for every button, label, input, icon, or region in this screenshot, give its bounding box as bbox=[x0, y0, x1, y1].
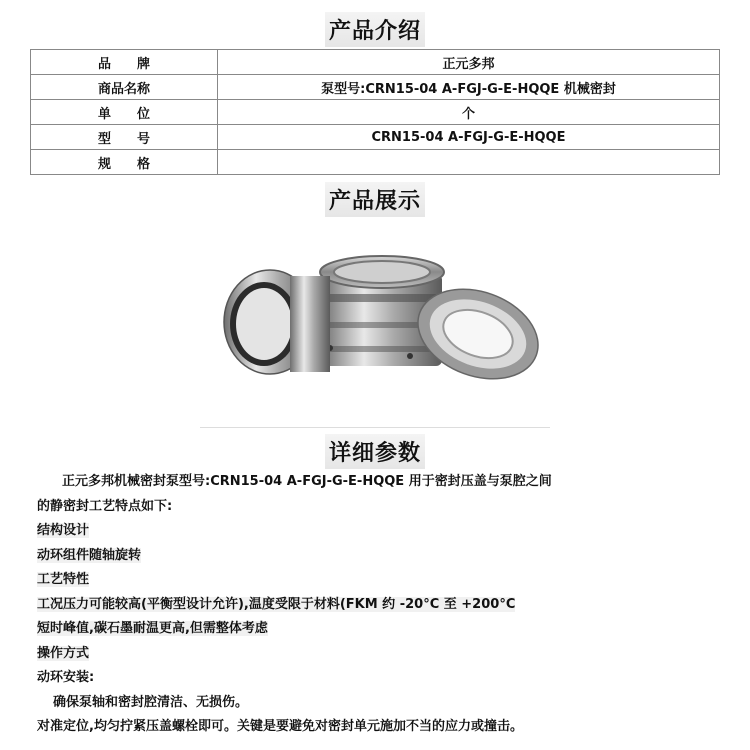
ring-install-text: 动环安装: bbox=[37, 670, 95, 685]
mechanical-seal-image bbox=[210, 242, 542, 382]
detail-intro-line-1: 正元多邦机械密封泵型号:CRN15-04 A-FGJ-G-E-HQQE 用于密封压盖与泵腔之间 bbox=[62, 474, 552, 489]
table-row bbox=[31, 125, 720, 150]
product-info-table bbox=[30, 49, 720, 175]
intro-title bbox=[0, 12, 750, 47]
unit-value: 个 bbox=[218, 100, 720, 125]
process-features-heading: 工艺特性 bbox=[37, 572, 90, 587]
divider bbox=[200, 427, 550, 428]
pressure-text: 工况压力可能较高(平衡型设计允许),温度受限于材料(FKM 约 -20°C 至 +200°C bbox=[37, 596, 516, 612]
display-title-text: 产品展示 bbox=[325, 182, 425, 217]
spec-key: 规 格 bbox=[31, 150, 218, 175]
table-row bbox=[31, 150, 720, 175]
structure-design-heading: 结构设计 bbox=[37, 523, 90, 538]
model-value: CRN15-04 A-FGJ-G-E-HQQE bbox=[218, 125, 720, 150]
detail-title-text: 详细参数 bbox=[325, 434, 425, 469]
brand-key: 品 牌 bbox=[31, 50, 218, 75]
unit-key: 单 位 bbox=[31, 100, 218, 125]
ensure-clean-text: 确保泵轴和密封腔清洁、无损伤。 bbox=[53, 694, 249, 710]
detail-intro-line-2: 的静密封工艺特点如下: bbox=[37, 498, 173, 514]
peak-text: 短时峰值,碳石墨耐温更高,但需整体考虑 bbox=[37, 621, 268, 636]
table-row bbox=[31, 100, 720, 125]
table-row bbox=[31, 75, 720, 100]
table-row bbox=[31, 50, 720, 75]
ring-rotates-text: 动环组件随轴旋转 bbox=[37, 547, 142, 563]
display-title bbox=[0, 182, 750, 217]
align-text: 对准定位,均匀拧紧压盖螺栓即可。关键是要避免对密封单元施加不当的应力或撞击。 bbox=[37, 719, 523, 734]
model-key: 型 号 bbox=[31, 125, 218, 150]
brand-value: 正元多邦 bbox=[218, 50, 720, 75]
intro-title-text: 产品介绍 bbox=[325, 12, 425, 47]
detail-title bbox=[0, 434, 750, 469]
product-name-value: 泵型号:CRN15-04 A-FGJ-G-E-HQQE 机械密封 bbox=[218, 75, 720, 100]
spec-value bbox=[218, 150, 720, 175]
product-name-key: 商品名称 bbox=[31, 75, 218, 100]
operation-mode-heading: 操作方式 bbox=[37, 645, 90, 661]
detail-parameters bbox=[37, 470, 727, 740]
